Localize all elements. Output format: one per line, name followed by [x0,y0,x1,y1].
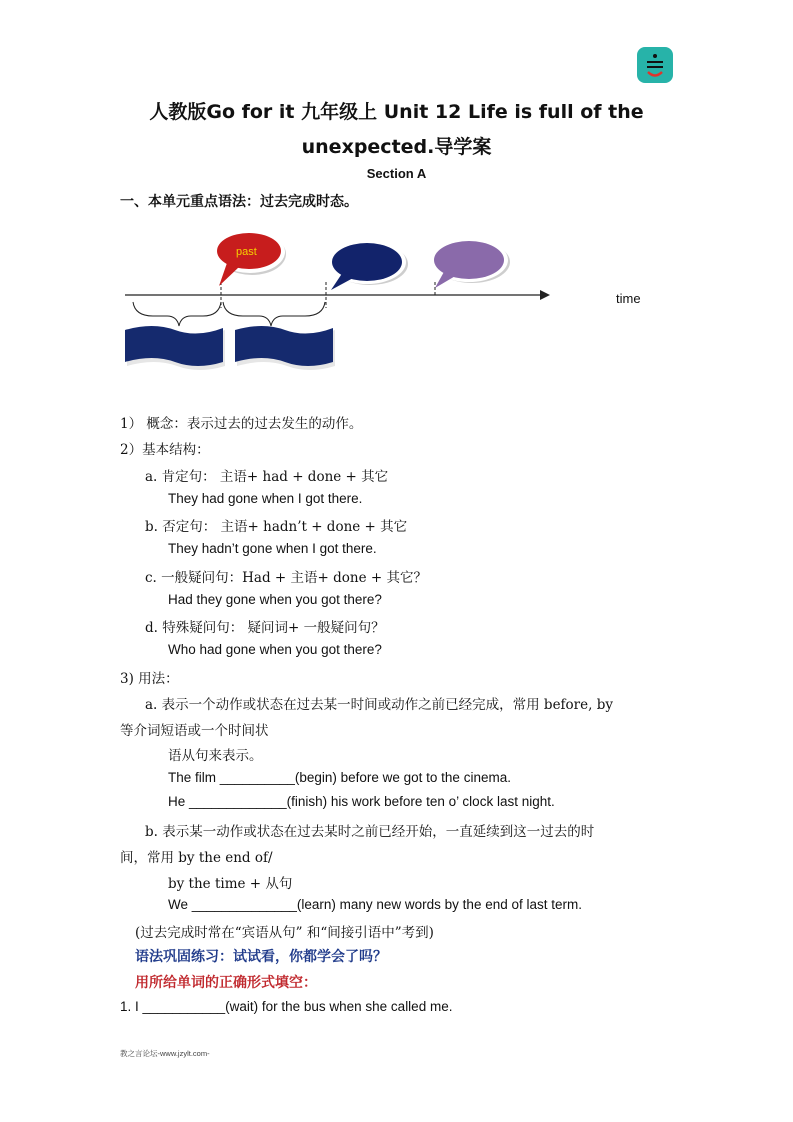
special-question-structure: d. 特殊疑问句： 疑问词+ 一般疑问句？ [145,620,385,636]
document-title-line1: 人教版Go for it 九年级上 Unit 12 Life is full of the [149,101,644,123]
banner-left [125,326,225,370]
usage-a-exercise1: The film __________(begin) before we got to the cinema. [168,770,511,785]
brace-left [133,302,221,326]
question-structure: c. 一般疑问句：Had + 主语+ done + 其它？ [145,570,427,586]
banner-right [235,326,335,370]
timeline-arrowhead [540,290,550,300]
special-question-example: Who had gone when you got there? [168,642,382,657]
usage-b-line3: by the time + 从句 [168,876,293,892]
concept-line: 1） 概念：表示过去的过去发生的动作。 [120,416,363,432]
negative-structure: b. 否定句： 主语+ hadn’t + done + 其它 [145,519,408,535]
affirmative-structure: a. 肯定句： 主语+ had + done + 其它 [145,469,389,485]
purple-speech-bubble [430,238,510,288]
page-footer: 教之言论坛-www.jzylt.com- [120,1049,210,1058]
question-1: 1. I ___________(wait) for the bus when she called me. [120,999,453,1014]
usage-a-line1: a. 表示一个动作或状态在过去某一时间或动作之前已经完成，常用 before, by [145,697,613,713]
timeline-diagram [115,230,560,375]
list-logo-icon [637,47,673,83]
affirmative-example: They had gone when I got there. [168,491,363,506]
navy-speech-bubble [328,240,408,290]
brace-right [223,302,325,326]
usage-b-exercise: We ______________(learn) many new words by the end of last term. [168,897,582,912]
practice-title: 语法巩固练习：试试看，你都学会了吗？ [135,949,387,965]
past-label: past [236,246,257,258]
usage-b-line2: 间，常用 by the end of/ [120,850,273,866]
usage-b-line1: b. 表示某一动作或状态在过去某时之前已经开始，一直延续到这一过去的时 [145,824,595,840]
exam-note: (过去完成时常在“宾语从句” 和“间接引语中”考到) [135,925,434,941]
negative-example: They hadn’t gone when I got there. [168,541,377,556]
document-title-line2: unexpected.导学案 [301,136,492,158]
usage-a-line2: 等介词短语或一个时间状 [120,723,269,739]
usage-a-line3: 语从句来表示。 [168,748,263,764]
time-label: time [616,291,641,306]
usage-title: 3) 用法： [120,671,179,687]
grammar-heading: 一、本单元重点语法：过去完成时态。 [120,194,358,210]
question-example: Had they gone when you got there? [168,592,382,607]
structure-title: 2）基本结构： [120,442,210,458]
practice-instruction: 用所给单词的正确形式填空： [135,975,317,991]
usage-a-exercise2: He _____________(finish) his work before ten o’ clock last night. [168,794,555,809]
section-heading: Section A [366,166,427,181]
past-speech-bubble [215,231,286,286]
